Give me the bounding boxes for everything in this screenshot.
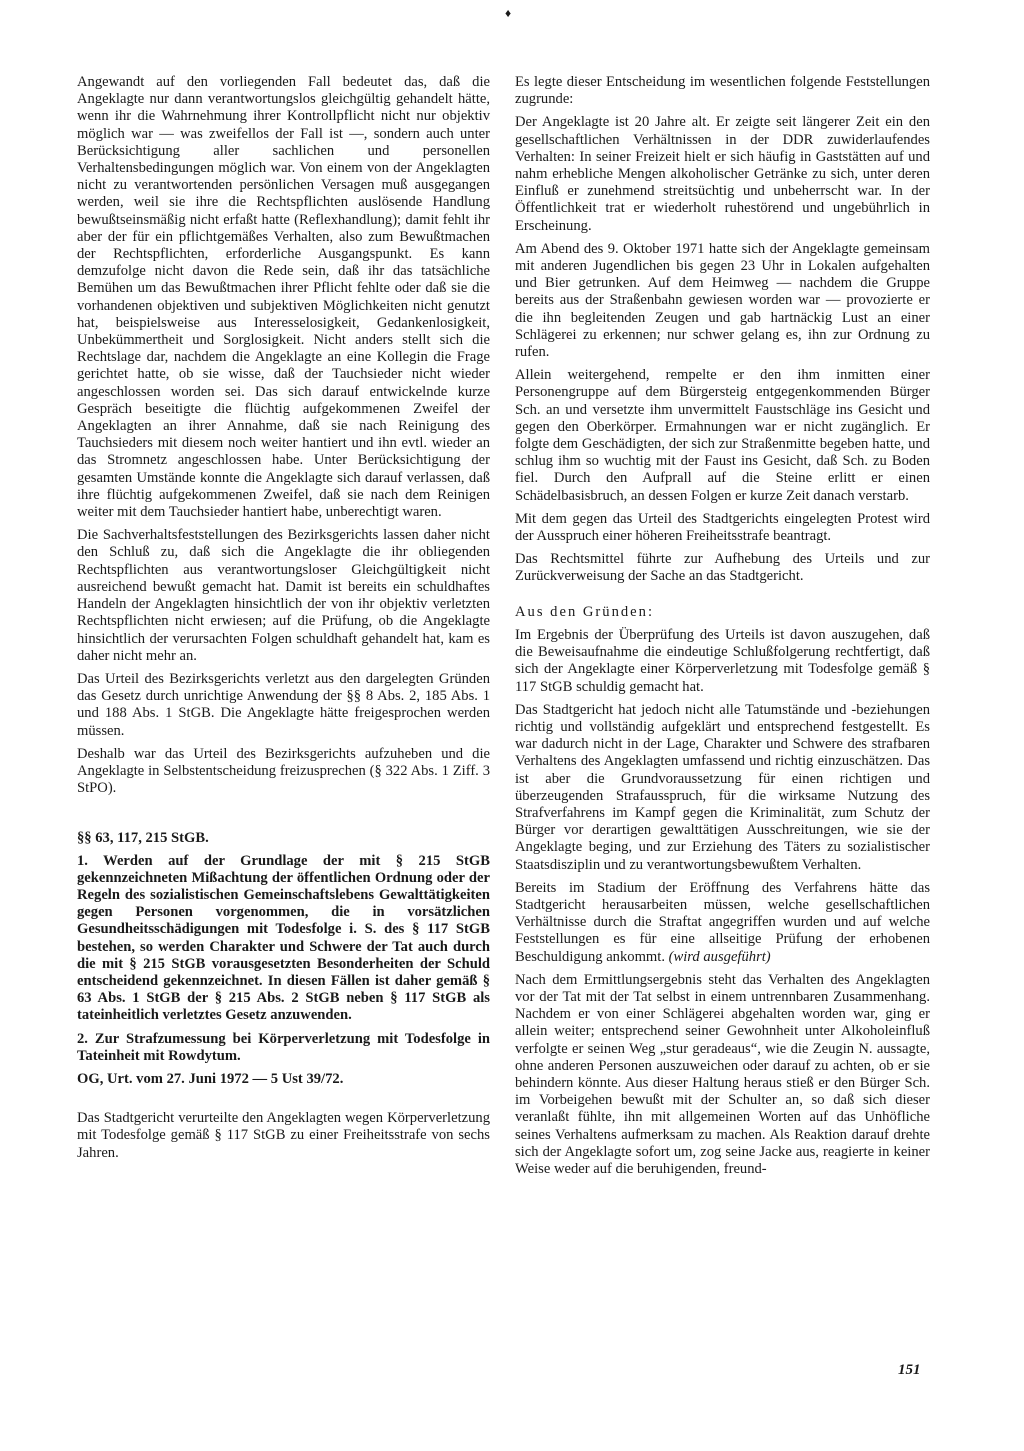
omitted-note: (wird ausgeführt): [668, 948, 771, 965]
paragraph: Am Abend des 9. Oktober 1971 hatte sich der Angeklagte gemeinsam mit anderen Jugendlichen bis gegen 23 Uhr in Lokalen aufgehalten und Bier getrunken. Auf dem Heimweg — nachdem die Gruppe bereits aus der Straßenbahn gewiesen worden war — provozierte er die ihn begleitenden Zeugen und gab hartnäckig Lust an einer Schlägerei zu erkennen; nur schwer gelang es, ihn zur Ordnung zu rufen.: [515, 240, 930, 361]
paragraph: Nach dem Ermittlungsergebnis steht das Verhalten des Angeklagten vor der Tat mit der Tat selbst in einem untrennbaren Zusammenhang. Nachdem er von einer Schlägerei abgehalten worden war, ging er allein weiter; entsprechend seiner Gewohnheit unter Alkoholeinfluß verfolgte er seinen Weg „stur geradeaus“, wie die Zeugin N. aussagte, ohne anderen Personen auszuweichen oder darauf zu achten, ob er sie behindern könnte. Aus dieser Haltung heraus stieß er den Bürger Sch. im Vorbeigehen bewußt mit der Schulter an, so daß sich dieser veranlaßt fühlte, ihn mit allgemeinen Worten auf das Unhöfliche seines Verhaltens aufmerksam zu machen. Als Reaktion darauf drehte sich der Angeklagte sofort um, zog seine Jacke aus, reagierte in keiner Weise weder auf die beruhigenden, freund-: [515, 971, 930, 1177]
page-number: 151: [898, 1362, 921, 1378]
headnote-point-1: 1. Werden auf der Grundlage der mit § 215 StGB gekennzeichneten Mißachtung der öffentlichen Ordnung oder der Regeln des sozialistischen Gemeinschaftslebens Gewalttätigkeiten gegen Personen vorgenommen, die in vorsätzlichen Gesundheitsschädigungen mit Todesfolge i. S. des § 117 StGB bestehen, so werden Charakter und Schwere der Tat auch durch die mit § 215 StGB vorausgesetzten Besonderheiten der Schuld entscheidend gekennzeichnet. In diesen Fällen ist daher gemäß § 63 Abs. 1 StGB der § 215 Abs. 2 StGB neben § 117 StGB als tateinheitlich verletztes Gesetz anzuwenden.: [77, 852, 490, 1024]
court-citation: OG, Urt. vom 27. Juni 1972 — 5 Ust 39/72.: [77, 1070, 344, 1087]
right-column: [515, 74, 930, 1184]
paragraph: Der Angeklagte ist 20 Jahre alt. Er zeigte seit längerer Zeit ein den gesellschaftlichen Verhältnissen in der DDR zuwiderlaufendes Verhalten: In seiner Freizeit hielt er sich häufig in Gaststätten auf und nahm erhebliche Mengen alkoholischer Getränke zu sich, unter deren Einfluß er zunehmend streitsüchtig und unbeherrscht war. In der Öffentlichkeit trat er wiederholt ruhestörend und ungebührlich in Erscheinung.: [515, 114, 930, 234]
page-top-mark: ♦: [505, 6, 512, 20]
case-intro: Das Stadtgericht verurteilte den Angeklagten wegen Körperverletzung mit Todesfolge gemäß § 117 StGB zu einer Freiheitsstrafe von sechs Jahren.: [77, 1110, 490, 1161]
headnote-point-2: 2. Zur Strafzumessung bei Körperverletzung mit Todesfolge in Tateinheit mit Rowdytum.: [77, 1030, 490, 1064]
paragraph: Deshalb war das Urteil des Bezirksgerichts aufzuheben und die Angeklagte in Selbstentscheidung freizusprechen (§ 322 Abs. 1 Ziff. 3 StPO).: [77, 745, 490, 797]
paragraph: Mit dem gegen das Urteil des Stadtgerichts eingelegten Protest wird der Ausspruch einer höheren Freiheitsstrafe beantragt.: [515, 510, 930, 545]
left-column: [77, 74, 490, 1168]
paragraph: Angewandt auf den vorliegenden Fall bedeutet das, daß die Angeklagte nur dann verantwortungslos gleichgültig gehandelt hätte, wenn ihr die Wahrnehmung ihrer Kontrollpflicht nicht nur objektiv möglich war — was zweifellos der Fall ist —, sondern auch unter Berücksichtigung aller sachlichen und personellen Verhaltensbedingungen möglich war. Von einem von der Angeklagten nicht zu verantwortenden persönlichen Versagen muß ausgegangen werden, weil sie ihre die Rechtspflichten auslösende Handlung bewußtseinsmäßig nicht erfaßt hatte (Reflexhandlung); damit fehlt ihr aber der für ein pflichtgemäßes Verhalten, also zum Bewußtmachen der Rechtspflichten, erforderliche Ausgangspunkt. Es kann demzufolge nicht davon die Rede sein, daß ihr das tatsächliche Bemühen um das Bewußtmachen ihrer Pflicht fehlte oder daß sie die vorhandenen objektiven und subjektiven Möglichkeiten nicht genutzt hat, beispielsweise aus Interesselosigkeit, Gedankenlosigkeit, Unbekümmertheit und Sorglosigkeit. Nicht anders stellt sich die Rechtslage dar, nachdem die Angeklagte an eine Kollegin die Frage gerichtet hatte, ob sie wisse, daß der Tauchsieder nicht wieder angeschlossen worden sei. Das sich darauf entwickelnde kurze Gespräch beseitigte die flüchtig aufgekommenen Zweifel der Angeklagten an ihrer Annahme, daß sie nach Reinigung des Tauchsieders mit diesem noch weiter hantiert und ihn evtl. wieder an das Stromnetz angeschlossen habe. Unter Berücksichtigung der gesamten Umstände konnte die Angeklagte sich darauf verlassen, daß ihre flüchtig aufgekommenen Zweifel, daß sie nach dem Reinigen weiter mit dem Tauchsieder hantiert habe, unberechtigt waren.: [77, 74, 490, 521]
paragraph: Das Rechtsmittel führte zur Aufhebung des Urteils und zur Zurückverweisung der Sache an das Stadtgericht.: [515, 551, 930, 585]
paragraph: Die Sachverhaltsfeststellungen des Bezirksgerichts lassen daher nicht den Schluß zu, daß sich die Angeklagte die ihr obliegenden Rechtspflichten aus verantwortungsloser Gleichgültigkeit nicht ausreichend bewußt gemacht hat. Damit ist bereits ein schuldhaftes Handeln der Angeklagten hinsichtlich der von ihr objektiv verletzten Rechtspflichten nicht erwiesen; auf die Prüfung, ob die Angeklagte hinsichtlich der verursachten Folgen schuldhaft gehandelt hat, kam es daher nicht mehr an.: [77, 527, 490, 664]
paragraph: Das Urteil des Bezirksgerichts verletzt aus den dargelegten Gründen das Gesetz durch unrichtige Anwendung der §§ 8 Abs. 2, 185 Abs. 1 und 188 Abs. 1 StGB. Die Angeklagte hätte freigesprochen werden müssen.: [77, 670, 490, 739]
paragraph: Allein weitergehend, rempelte er den ihm inmitten einer Personengruppe auf dem Bürgersteig entgegenkommenden Bürger Sch. an und versetzte ihm unvermittelt Faustschläge ins Gesicht und gegen den Oberkörper. Ermahnungen war er nicht zugänglich. Er folgte dem Geschädigten, der sich zur Straßenmitte begeben hatte, und schlug ihm so wuchtig mit der Faust ins Gesicht, daß Sch. zu Boden fiel. Durch den Aufprall auf die Steine erlitt er einen Schädelbasisbruch, an dessen Folgen er kurze Zeit danach verstarb.: [515, 367, 930, 504]
paragraph: Das Stadtgericht hat jedoch nicht alle Tatumstände und -beziehungen richtig und vollständig aufgeklärt und entsprechend festgestellt. Es war dadurch nicht in der Lage, Charakter und Schwere des strafbaren Verhaltens des Angeklagten umfassend und richtig einzuschätzen. Das ist aber die Grundvoraussetzung für einen richtigen und überzeugenden Strafausspruch, für die wirksame Nutzung des Strafverfahrens im Kampf gegen die Kriminalität, zum Schutz der Bürger vor derartigen gewalttätigen Ausschreitungen, wie sie der Angeklagte beging, und zur Erziehung des Täters zu sozialistischer Staatsdisziplin und zu verantwortungsbewußtem Verhalten.: [515, 701, 930, 873]
paragraph: Im Ergebnis der Überprüfung des Urteils ist davon auszugehen, daß die Beweisaufnahme die eindeutige Schlußfolgerung rechtfertigt, daß sich der Angeklagte einer Körperverletzung mit Todesfolge gemäß § 117 StGB schuldig gemacht hat.: [515, 626, 930, 695]
paragraph: [515, 880, 930, 966]
investigation-text: Bereits im Stadium der Eröffnung des Verfahrens hätte das Stadtgericht herausarbeiten müssen, welche gesellschaftlichen Verhältnisse durch die Straftat angegriffen wurden und auf welche Feststellungen es für eine allseitige Prüfung der erhobenen Beschuldigung ankommt.: [515, 879, 930, 965]
paragraph: Es legte dieser Entscheidung im wesentlichen folgende Feststellungen zugrunde:: [515, 74, 930, 108]
decision-heading: §§ 63, 117, 215 StGB.: [77, 830, 209, 847]
reasons-heading: Aus den Gründen:: [515, 603, 655, 620]
